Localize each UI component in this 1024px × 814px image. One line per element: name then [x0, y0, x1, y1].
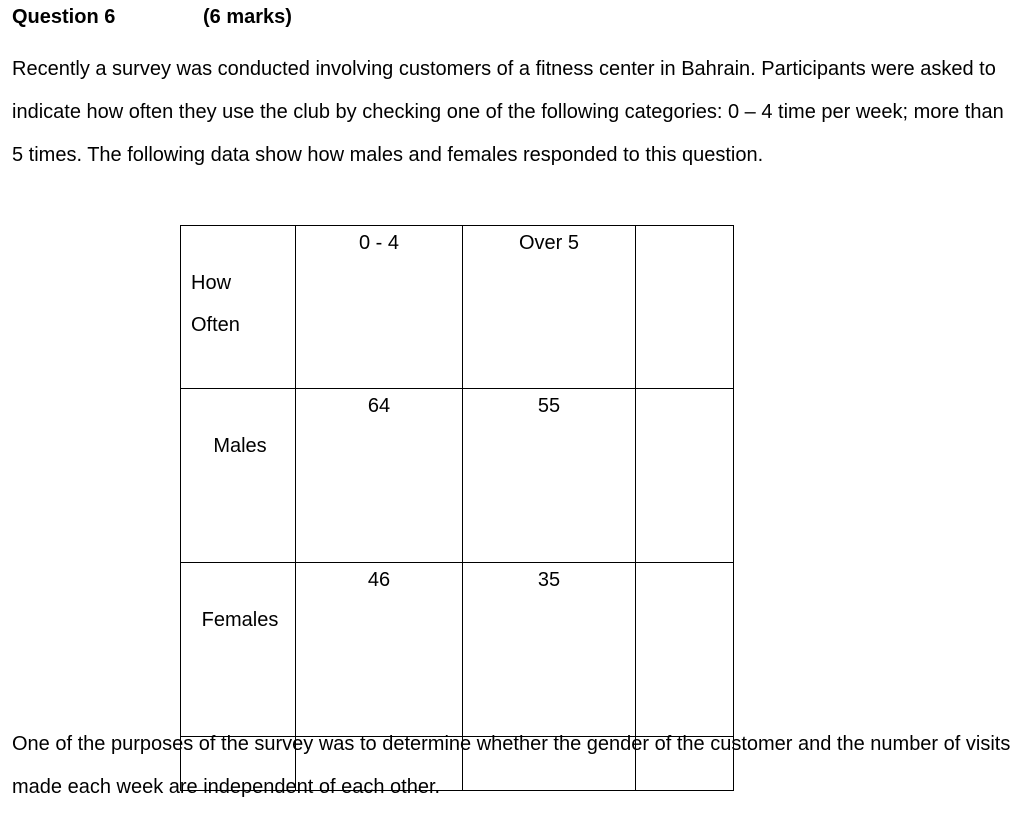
- question-label: Question 6: [12, 6, 116, 28]
- females-total-cell: [636, 563, 734, 737]
- row-label-males: Males: [181, 389, 296, 563]
- corner-cell: [181, 226, 296, 389]
- corner-label-often: Often: [191, 314, 240, 336]
- males-over-5-cell: 55: [463, 389, 636, 563]
- survey-table: [180, 225, 734, 791]
- corner-label-how: How: [191, 272, 232, 294]
- column-header-total: [636, 226, 734, 389]
- intro-paragraph: Recently a survey was conducted involving customers of a fitness center in Bahrain. Participants were asked to indicate how often they use the club by checking one of the following categories: 0 – 4 time per week; more than 5 times. The following data show how males and females responded to this question.: [12, 58, 1004, 166]
- females-0-4-cell: 46: [296, 563, 463, 737]
- table-row-females: [181, 563, 734, 737]
- females-over-5-cell: 35: [463, 563, 636, 737]
- question-marks: (6 marks): [203, 6, 292, 28]
- column-header-0-4: 0 - 4: [296, 226, 463, 389]
- closing-paragraph: One of the purposes of the survey was to determine whether the gender of the customer and the number of visits made each week are independent of each other.: [12, 733, 1011, 798]
- table-header-row: [181, 226, 734, 389]
- males-0-4-cell: 64: [296, 389, 463, 563]
- row-label-females: Females: [181, 563, 296, 737]
- column-header-over-5: Over 5: [463, 226, 636, 389]
- table-row-males: [181, 389, 734, 563]
- males-total-cell: [636, 389, 734, 563]
